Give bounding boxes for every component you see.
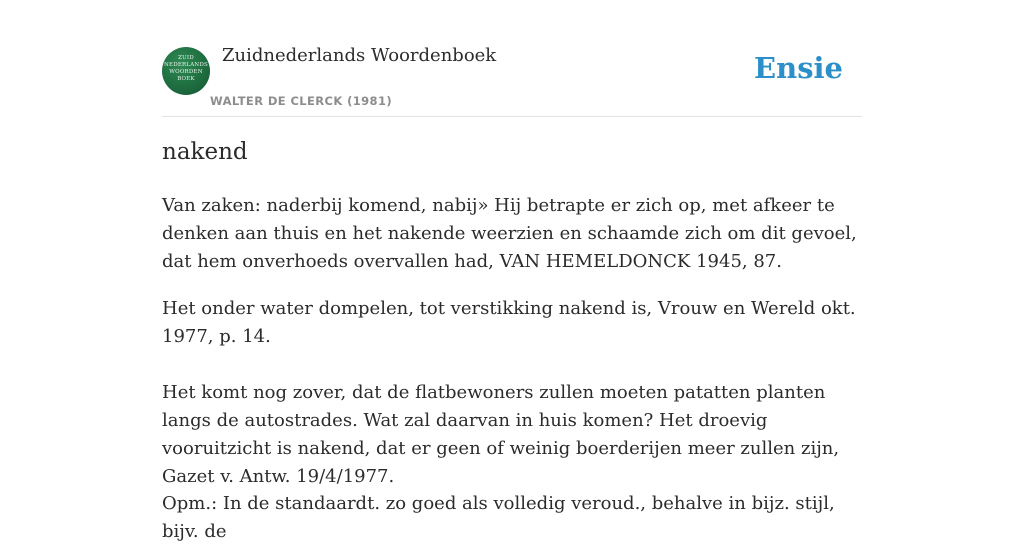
ensie-brand-link[interactable]: Ensie	[754, 51, 843, 85]
header	[162, 0, 862, 117]
definition-paragraph: Van zaken: naderbij komend, nabij» Hij betrapte er zich op, met afkeer te denken aan thuis en het nakende weerzien en schaamde zich om dit gevoel, dat hem onverhoeds overvallen had, VAN HEMELDONCK 1945, 87.	[162, 195, 857, 272]
dictionary-logo[interactable]	[162, 47, 210, 95]
entry-page	[162, 0, 862, 542]
example-paragraph: Het komt nog zover, dat de flatbewoners zullen moeten patatten planten langs de autostrades. Wat zal daarvan in huis komen? Het droevig vooruitzicht is nakend, dat er geen of weinig boerderijen meer zullen zijn, Gazet v. Antw. 19/4/1977.	[162, 382, 840, 487]
dictionary-author: WALTER DE CLERCK (1981)	[210, 94, 393, 108]
dictionary-title[interactable]: Zuidnederlands Woordenboek	[222, 45, 497, 66]
logo-text: ZUID NEDERLANDS WOORDEN BOEK	[163, 55, 208, 82]
headword: nakend	[162, 139, 248, 165]
example-paragraph: Het onder water dompelen, tot verstikking nakend is, Vrouw en Wereld okt. 1977, p. 14.	[162, 298, 856, 347]
remark-paragraph: Opm.: In de standaardt. zo goed als volledig veroud., behalve in bijz. stijl, bijv. de	[162, 493, 835, 542]
